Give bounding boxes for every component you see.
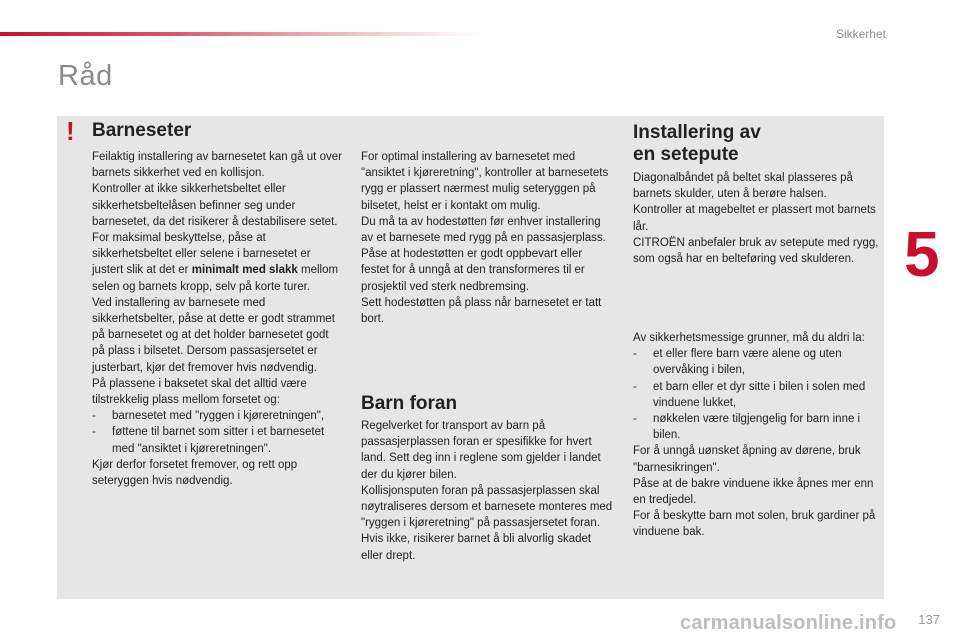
paragraph: Feilaktig installering av barnesetet kan gå ut over barnets sikkerhet ved en kollisjon. [92,151,342,180]
paragraph: Diagonalbåndet på beltet skal plasseres på barnets skulder, uten å berøre halsen. [633,172,853,201]
paragraph: Av sikkerhetsmessige grunner, må du aldri la: [633,332,865,344]
paragraph: Kontroller at ikke sikkerhetsbeltet eller sikkerhetsbeltelåsen befinner seg under barnesetet, da det risikerer å destabilisere setet. [92,183,338,228]
list-item: - nøkkelen være tilgjengelig for barn inne i bilen. [633,413,861,442]
paragraph: Påse at hodestøtten er godt oppbevart eller festet for å unngå at den transformeres til er prosjektil ved sterk nedbremsing. [361,248,585,293]
list-item: - et barn eller et dyr sitte i bilen i solen med vinduene lukket, [633,380,866,409]
paragraph: For optimal installering av barnesetet med "ansiktet i kjøreretning", kontroller at barnesetets rygg er plassert nærmest mulig seteryggen på bilsetet, helst er i kontakt om mulig. [361,151,609,212]
header-accent-bar [0,32,480,36]
paragraph: For å beskytte barn mot solen, bruk gardiner på vinduene bak. [633,510,876,539]
chapter-number: 5 [904,218,940,290]
paragraph: For maksimal beskyttelse, påse at sikkerhetsbeltet eller selene i barnesetet er justert slik at det er minimalt med slakk mellom selen og barnets kropp, selv på korte turer. [92,232,339,293]
watermark: carmanualsonline.info [680,612,897,634]
warning-icon: ! [66,116,75,146]
heading-barneseter: Barneseter [92,120,192,141]
heading-setepute: Installering av en setepute [633,122,761,165]
heading-barn-foran: Barn foran [361,393,458,414]
paragraph: For å unngå uønsket åpning av dørene, bruk "barnesikringen". [633,445,861,474]
barneseter-column-2 [361,149,611,327]
paragraph: Sett hodestøtten på plass når barnesetet er tatt bort. [361,296,602,326]
paragraph: Kontroller at magebeltet er plassert mot barnets lår. [633,204,876,233]
barn-foran-text [361,418,613,564]
sikkerhet-text [633,330,883,541]
paragraph: Kjør derfor forsetet fremover, og rett opp seteryggen hvis nødvendig. [92,458,298,488]
emphasis: minimalt med slakk [191,264,298,277]
paragraph: På plassene i baksetet skal det alltid være tilstrekkelig plass mellom forsetet og: [92,377,307,407]
paragraph: Kollisjonsputen foran på passasjerplassen skal nøytraliseres dersom et barnesete monteres med "ryggen i kjøreretning" på passasjersetet foran. Hvis ikke, risikerer barnet å bli alvorlig skadet eller drept. [361,484,613,562]
section-label: Sikkerhet [835,27,886,41]
barneseter-column-1 [92,149,344,489]
page-title: Råd [58,60,113,92]
setepute-text [633,170,879,267]
paragraph: Regelverket for transport av barn på passasjerplassen foran er spesifikke for hvert land. Sett deg inn i reglene som gjelder i landet der du kjører bilen. [361,420,601,481]
list-item: - barnesetet med "ryggen i kjøreretningen", [92,410,325,423]
paragraph: CITROËN anbefaler bruk av setepute med rygg, som også har en belteføring ved skulderen. [633,236,879,266]
paragraph: Du må ta av hodestøtten før enhver installering av et barnesete med rygg på en passasjerplass. [361,215,606,245]
paragraph: Påse at de bakre vinduene ikke åpnes mer enn en tredjedel. [633,477,874,507]
list-item: - et eller flere barn være alene og uten overvåking i bilen, [633,348,842,377]
paragraph: Ved installering av barnesete med sikkerhetsbelter, påse at dette er godt strammet på barnesetet og at det holder barnesetet godt på plass i bilsetet. Dersom passasjersetet er justerbart, kjør det fremover hvis nødvendig. [92,296,335,374]
page-number: 137 [918,612,940,627]
list-item: - føttene til barnet som sitter i et barnesetet med "ansiktet i kjøreretningen". [92,426,325,455]
